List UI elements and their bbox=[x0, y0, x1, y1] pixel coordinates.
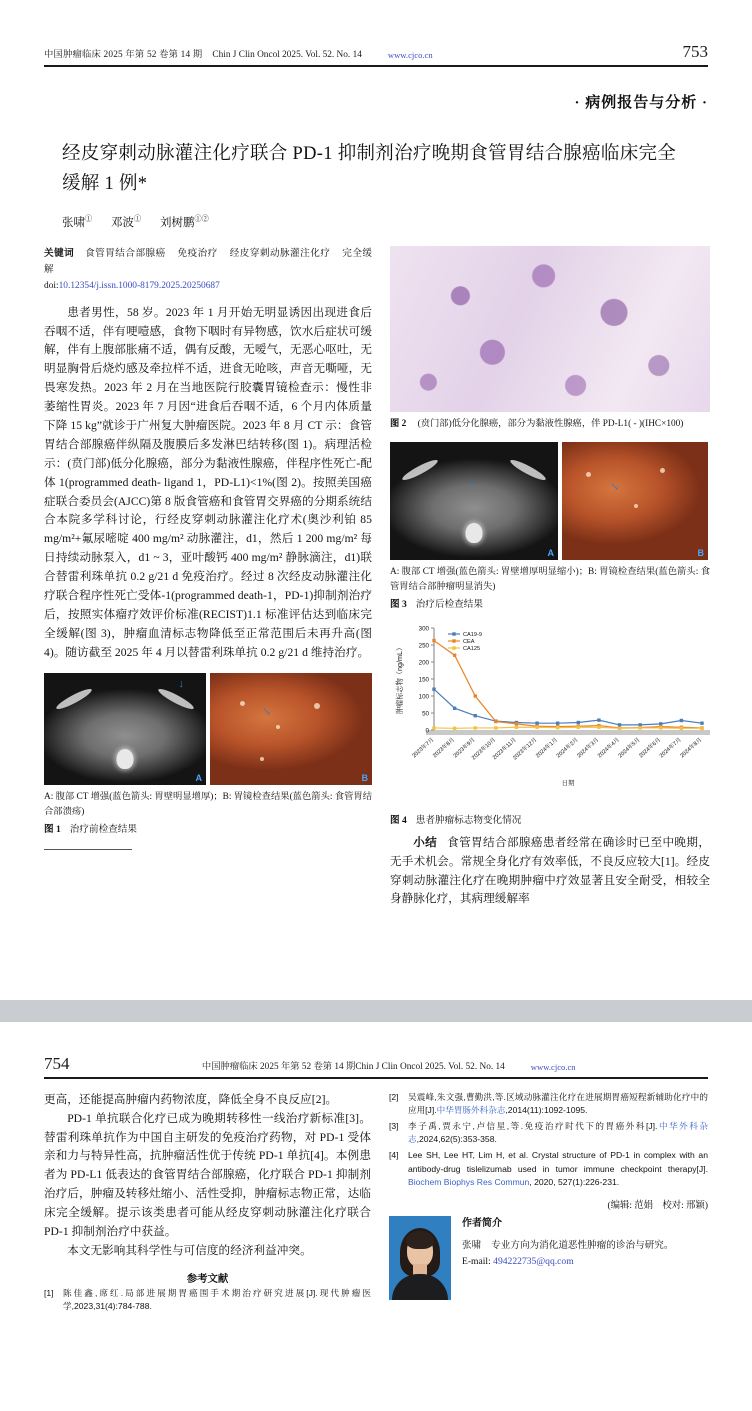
reference-item bbox=[389, 1120, 708, 1147]
figure-3-caption: A: 腹部 CT 增强(蓝色箭头: 胃壁增厚明显缩小)；B: 胃镜检查结果(蓝色箭头: 食管胃结合部肿瘤明显消失) bbox=[390, 566, 710, 592]
section-tag: · 病例报告与分析 · bbox=[574, 94, 708, 111]
figure-3-number: 图 3 bbox=[390, 598, 407, 610]
discussion-paragraph-2: PD-1 单抗联合化疗已成为晚期转移性一线治疗新标准[3]。替雷利珠单抗作为中国自主研发的免疫治疗药物，对 PD-1 受体亲和力与特异性高，抗肿瘤活性优于传统 PD-1 单抗[4]。本例患者为 PD-L1 低表达的食管胃结合部腺癌，化疗联合 PD-1 抑制剂治疗后，肿瘤及转移灶缩小、活性受抑，肿瘤标志物正常，达临床完全缓解。提示该类患者可能从经皮穿刺动脉灌注化疗联合 PD-1 抑制剂治疗中获益。 bbox=[44, 1111, 371, 1238]
keyword-3: 经皮穿刺动脉灌注化疗 bbox=[229, 247, 331, 259]
svg-text:CEA: CEA bbox=[463, 639, 475, 646]
svg-text:150: 150 bbox=[418, 676, 429, 684]
figure-3-panel-b bbox=[562, 442, 708, 560]
case-report-paragraph: 患者男性，58 岁。2023 年 1 月开始无明显诱因出现进食后吞咽不适，伴有哽噎感，食物下咽时有异物感，饮水后症状可缓解，伴有上腹部胀痛不适，偶有反酸，无嗳气，无恶心呕吐，无明显胸骨后烧灼感及牵拉样不适，进食无呛咳，声音无嘶哑，无畏寒发热。2023 年 2 月在当地医院行胶囊胃镜检查示：慢性非萎缩性胃炎。2023 年 7 月因“进食后吞咽不适，6 个月内体质量下降 15 kg”就诊于广州复大肿瘤医院。2023 年 8 月 CT 示：食管胃结合部腺癌伴纵隔及腹膜后多发淋巴结转移(图 1)。病理活检示：(贲门部)低分化腺癌，部分为黏液性腺癌，伴程序性死亡-配体 1(programmed death- ligand 1，PD-L1)<1%(图 2)。按照美国癌症联合委员会(AJCC)第 8 版食管癌和食管胃交界癌的分期系统结合本院多学科讨论，行经皮穿刺动脉灌注化疗术(奥沙利铂 85 mg/m²+氟尿嘧啶 400 mg/m² 动脉灌注，d1，然后 1 200 mg/m² 每日持续动脉泵入，d1 ~ 3，亚叶酸钙 400 mg/m² 静脉滴注，d1)联合替雷利珠单抗 0.2 g/21 d 免疫治疗。经过 8 次经皮动脉灌注化疗联合程序性死亡受体-1(programmed death-1，PD-1)抑制剂治疗后，按照实体瘤疗效评价标准(RECIST)1.1 标准评估达到临床完全缓解(图 3)，肿瘤血清标志物降低至正常范围后未再升高(图 4)。随访截至 2025 年 4 月以替雷利珠单抗 0.2 g/21 d 维持治疗。 bbox=[44, 305, 372, 659]
panel-label-b: B bbox=[361, 772, 368, 783]
figure-3-images bbox=[390, 442, 710, 560]
svg-text:2024年1月: 2024年1月 bbox=[535, 736, 560, 760]
keywords-block bbox=[44, 246, 372, 279]
figure-2-caption: (贲门部)低分化腺癌，部分为黏液性腺癌，伴 PD-L1( - )(IHC×100) bbox=[417, 418, 684, 429]
journal-name-link[interactable]: 中华胃肠外科杂志 bbox=[436, 1105, 506, 1116]
svg-text:2023年12月: 2023年12月 bbox=[512, 736, 539, 762]
blue-arrow-icon: ↘ bbox=[262, 705, 272, 718]
keyword-1: 食管胃结合部腺癌 bbox=[85, 247, 166, 259]
summary-label: 小结 bbox=[413, 835, 438, 849]
reference-text: Lee SH, Lee HT, Lim H, et al. Crystal structure of PD-1 in complex with an antibody-drug tislelizumab used in tumor immune checkpoint therapy[J]. Biochem Biophys Res Commun, 2020, 527(1):226-231. bbox=[407, 1150, 708, 1188]
running-head bbox=[0, 0, 752, 60]
reference-text: 陈佳鑫,席红.局部进展期胃癌围手术期治疗研究进展[J].现代肿瘤医学,2023,31(4):784-788. bbox=[63, 1287, 371, 1312]
figure-2-caption-line bbox=[390, 417, 710, 432]
running-head-journal-cn: 中国肿瘤临床 2025 年第 52 卷第 14 期 bbox=[44, 50, 203, 61]
svg-text:CA19-9: CA19-9 bbox=[463, 632, 482, 639]
panel-label-a: A bbox=[547, 547, 554, 558]
author-bio-heading: 作者简介 bbox=[461, 1217, 502, 1229]
figure-1-title: 治疗前检查结果 bbox=[69, 823, 137, 835]
svg-text:2023年8月: 2023年8月 bbox=[432, 736, 456, 760]
reference-number: [4] bbox=[388, 1150, 399, 1161]
svg-text:肿瘤标志物（ng/mL）: 肿瘤标志物（ng/mL） bbox=[395, 643, 404, 714]
doi-label: doi: bbox=[44, 280, 59, 291]
page-753-columns bbox=[0, 230, 752, 910]
reference-number: [1] bbox=[44, 1287, 54, 1298]
page-title: 经皮穿刺动脉灌注化疗联合 PD-1 抑制剂治疗晚期食管胃结合腺癌临床完全缓解 1 例* bbox=[62, 143, 677, 194]
svg-text:2024年3月: 2024年3月 bbox=[576, 736, 601, 760]
page-number: 754 bbox=[44, 1054, 70, 1073]
author-list bbox=[0, 200, 752, 230]
reference-item bbox=[44, 1287, 371, 1314]
svg-text:2024年2月: 2024年2月 bbox=[555, 736, 580, 760]
summary-text: 食管胃结合部腺癌患者经常在确诊时已至中晚期，无手术机会。常规全身化疗有效率低，不良反应较大[1]。经皮穿刺动脉灌注化疗在晚期肿瘤中疗效显著且安全耐受，相较全身静脉化疗，其病理缓解率 bbox=[390, 835, 710, 906]
blue-arrow-icon: ← bbox=[468, 476, 479, 489]
discussion-paragraph-1: 更高，还能提高肿瘤内药物浓度，降低全身不良反应[2]。 bbox=[44, 1092, 338, 1106]
running-head-journal-cn: 中国肿瘤临床 2025 年第 52 卷第 14 期 bbox=[201, 1062, 356, 1073]
journal-url-link[interactable]: www.cjco.cn bbox=[530, 1062, 576, 1073]
page-number: 753 bbox=[682, 42, 708, 61]
doi-line bbox=[44, 281, 372, 291]
figure-3-number-line bbox=[390, 596, 710, 610]
author-bio-line: 张啸 专业方向为消化道恶性肿瘤的诊治与研究。 bbox=[461, 1239, 674, 1251]
figure-3-panel-a bbox=[390, 442, 558, 560]
spine-highlight bbox=[466, 523, 483, 543]
reference-number: [3] bbox=[388, 1120, 399, 1131]
svg-text:日期: 日期 bbox=[561, 779, 575, 787]
svg-text:0: 0 bbox=[425, 727, 429, 735]
figure-2-image-wrap bbox=[390, 246, 710, 412]
figure-1-panel-b bbox=[210, 673, 372, 785]
case-report-body bbox=[44, 304, 372, 663]
blue-arrow-icon: ↘ bbox=[610, 480, 620, 493]
svg-text:2023年9月: 2023年9月 bbox=[452, 736, 477, 760]
reference-text: 吴震峰,朱文强,曹勤洪,等.区域动脉灌注化疗在进展期胃癌短程新辅助化疗中的应用[J].中华胃肠外科杂志,2014(11):1092-1095. bbox=[407, 1091, 708, 1116]
author-1: 张啸① bbox=[62, 214, 93, 229]
left-column bbox=[44, 246, 372, 910]
svg-text:2024年7月: 2024年7月 bbox=[658, 736, 683, 760]
running-head-journal-en: Chin J Clin Oncol 2025. Vol. 52. No. 14 bbox=[212, 50, 362, 61]
svg-text:250: 250 bbox=[418, 642, 429, 650]
svg-text:2023年10月: 2023年10月 bbox=[470, 736, 498, 762]
author-2: 邓波① bbox=[111, 214, 142, 229]
tumor-marker-chart-svg bbox=[390, 618, 710, 790]
figure-4-number-line bbox=[390, 812, 710, 826]
figure-1-images bbox=[44, 673, 372, 785]
svg-text:2024年8月: 2024年8月 bbox=[679, 736, 704, 760]
summary-paragraph bbox=[390, 834, 710, 910]
svg-text:200: 200 bbox=[418, 659, 429, 667]
editor-note: (编辑: 范娟 校对: 邢颖) bbox=[607, 1200, 708, 1211]
author-email-link[interactable]: 494222735@qq.com bbox=[493, 1255, 574, 1267]
endoscopy-post-image bbox=[562, 442, 708, 560]
svg-text:CA125: CA125 bbox=[463, 646, 481, 653]
panel-label-a: A bbox=[195, 772, 202, 783]
author-3: 刘树鹏①② bbox=[160, 214, 209, 229]
svg-text:100: 100 bbox=[418, 693, 429, 701]
pathology-slide-image bbox=[390, 246, 710, 412]
journal-url-link[interactable]: www.cjco.cn bbox=[387, 50, 433, 61]
spine-highlight bbox=[117, 749, 134, 769]
right-column bbox=[390, 246, 710, 910]
panel-label-b: B bbox=[697, 547, 704, 558]
footnote-divider bbox=[44, 849, 132, 850]
author-bio bbox=[389, 1216, 708, 1300]
figure-1-caption: A: 腹部 CT 增强(蓝色箭头: 胃壁明显增厚)；B: 胃镜检查结果(蓝色箭头: 食管胃结合部溃疡) bbox=[44, 791, 372, 817]
author-photo bbox=[389, 1216, 451, 1300]
doi-value[interactable]: 10.12354/j.issn.1000-8179.2025.20250687 bbox=[58, 280, 220, 291]
svg-text:300: 300 bbox=[418, 625, 429, 633]
author-bio-text bbox=[462, 1216, 673, 1300]
svg-text:50: 50 bbox=[422, 710, 429, 718]
svg-text:2023年7月: 2023年7月 bbox=[411, 736, 436, 760]
figure-1-number-line bbox=[44, 821, 372, 835]
tumor-marker-chart bbox=[390, 618, 710, 790]
journal-page-754 bbox=[0, 1022, 752, 1411]
journal-name-link[interactable]: Biochem Biophys Res Commun bbox=[407, 1177, 530, 1188]
journal-name-link[interactable]: 中华外科杂志 bbox=[407, 1120, 708, 1145]
figure-1-number: 图 1 bbox=[44, 823, 61, 835]
reference-number: [2] bbox=[388, 1091, 399, 1102]
reference-item bbox=[389, 1091, 708, 1118]
svg-text:2024年6月: 2024年6月 bbox=[638, 736, 663, 760]
figure-3-title: 治疗后检查结果 bbox=[415, 598, 483, 610]
keyword-2: 免疫治疗 bbox=[177, 247, 218, 259]
page-754-columns bbox=[0, 1079, 752, 1314]
endoscopy-image bbox=[210, 673, 372, 785]
reference-item bbox=[389, 1149, 708, 1190]
page-gap bbox=[0, 1000, 752, 1022]
right-column-2 bbox=[389, 1091, 708, 1314]
left-column-2 bbox=[44, 1091, 371, 1314]
keyword-4: 完全缓解 bbox=[44, 247, 372, 276]
blue-arrow-icon: ↓ bbox=[178, 677, 184, 690]
author-email-line: E-mail: 494222735@qq.com bbox=[461, 1255, 574, 1267]
figure-2-number: 图 2 bbox=[390, 418, 407, 429]
svg-text:2024年5月: 2024年5月 bbox=[617, 736, 642, 760]
figure-1-panel-a bbox=[44, 673, 206, 785]
summary-section bbox=[390, 834, 710, 910]
references-heading: 参考文献 bbox=[186, 1273, 229, 1285]
figure-4-number: 图 4 bbox=[390, 814, 407, 826]
keywords-label: 关键词 bbox=[44, 247, 75, 259]
running-head-2 bbox=[0, 1022, 752, 1072]
figure-4-title: 患者肿瘤标志物变化情况 bbox=[415, 814, 522, 826]
svg-text:2023年11月: 2023年11月 bbox=[491, 736, 518, 762]
svg-text:2024年4月: 2024年4月 bbox=[596, 736, 621, 760]
running-head-journal-en: Chin J Clin Oncol 2025. Vol. 52. No. 14 bbox=[355, 1062, 505, 1073]
conflict-statement: 本文无影响其科学性与可信度的经济利益冲突。 bbox=[67, 1243, 312, 1257]
running-head-2-center bbox=[202, 1058, 576, 1072]
reference-text: 李子禹,贾永宁,卢信星,等.免疫治疗时代下的胃癌外科[J].中华外科杂志,2024,62(5):353-358. bbox=[407, 1120, 708, 1145]
